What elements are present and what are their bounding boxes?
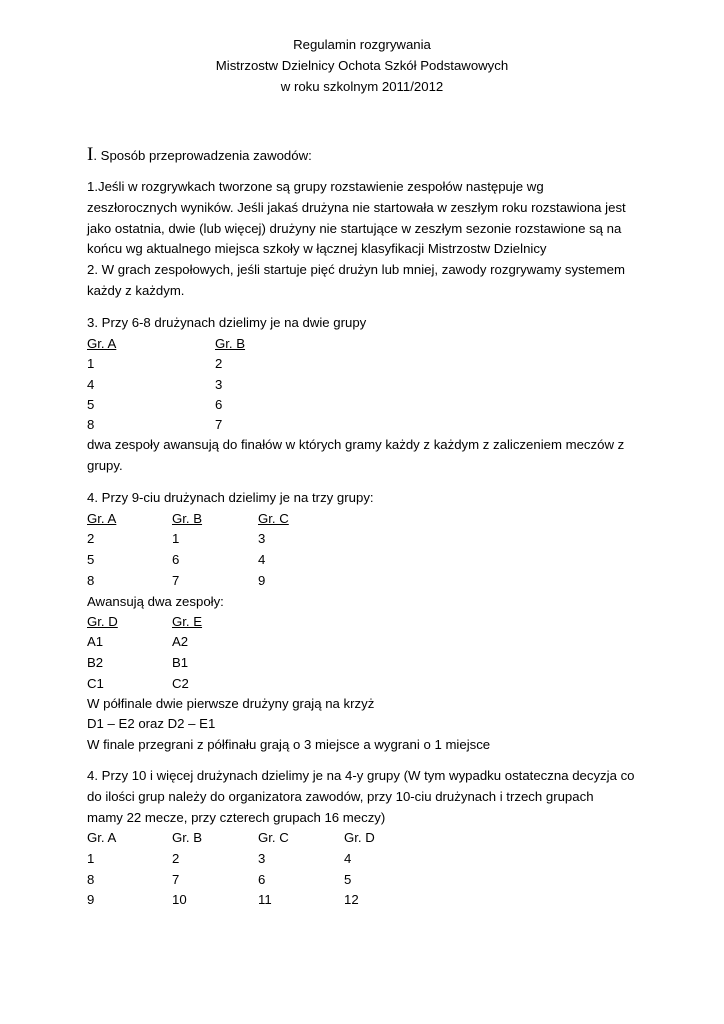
paragraph-line: Awansują dwa zespoły: <box>87 594 224 609</box>
table-cell: 10 <box>172 892 187 907</box>
table-header: Gr. C <box>258 830 289 845</box>
table-cell: 5 <box>344 872 352 887</box>
paragraph-line: grupy. <box>87 458 123 473</box>
paragraph-line: każdy z każdym. <box>87 283 185 298</box>
table-header: Gr. C <box>258 511 289 526</box>
paragraph-line: jako ostatnia, dwie (lub więcej) drużyny nie startujące w zeszłym sezonie rozstawione są na <box>87 221 622 236</box>
table-cell: 1 <box>87 851 95 866</box>
table-cell: 1 <box>172 531 180 546</box>
table-cell: 2 <box>172 851 180 866</box>
table-cell: 4 <box>258 552 266 567</box>
table-cell: 6 <box>215 397 223 412</box>
table-header: Gr. A <box>87 336 117 351</box>
table-cell: 7 <box>172 872 180 887</box>
table-cell: A1 <box>87 634 104 649</box>
table-header: Gr. B <box>172 830 203 845</box>
header-line-1: Regulamin rozgrywania <box>293 37 431 52</box>
table-cell: C1 <box>87 676 104 691</box>
paragraph-line: do ilości grup należy do organizatora zawodów, przy 10-ciu drużynach i trzech grupach <box>87 789 594 804</box>
paragraph-line: 1.Jeśli w rozgrywkach tworzone są grupy rozstawienie zespołów następuje wg <box>87 179 544 194</box>
paragraph-line: 4. Przy 10 i więcej drużynach dzielimy je na 4-y grupy (W tym wypadku ostateczna decyzja co <box>87 768 635 783</box>
paragraph-line: W finale przegrani z półfinału grają o 3 miejsce a wygrani o 1 miejsce <box>87 737 491 752</box>
section-title: . Sposób przeprowadzenia zawodów: <box>93 148 312 163</box>
table-cell: B2 <box>87 655 104 670</box>
table-cell: C2 <box>172 676 189 691</box>
table-cell: 8 <box>87 573 95 588</box>
table-cell: 4 <box>344 851 352 866</box>
table-header: Gr. E <box>172 614 203 629</box>
section-roman-numeral: I <box>87 144 94 165</box>
paragraph-line: W półfinale dwie pierwsze drużyny grają na krzyż <box>87 696 375 711</box>
table-cell: A2 <box>172 634 189 649</box>
table-cell: 3 <box>258 851 266 866</box>
table-cell: 2 <box>215 356 223 371</box>
document-header <box>0 34 724 97</box>
table-header: Gr. D <box>344 830 375 845</box>
paragraph-line: zeszłorocznych wyników. Jeśli jakaś drużyna nie startowała w zeszłym roku rozstawiona jest <box>87 200 626 215</box>
paragraph-line: końcu wg aktualnego miejsca szkoły w łącznej klasyfikacji Mistrzostw Dzielnicy <box>87 241 547 256</box>
header-line-2: Mistrzostw Dzielnicy Ochota Szkół Podstawowych <box>215 58 509 73</box>
paragraph-line: 2. W grach zespołowych, jeśli startuje pięć drużyn lub mniej, zawody rozgrywamy systemem <box>87 262 625 277</box>
table-cell: 8 <box>87 872 95 887</box>
table-cell: 3 <box>215 377 223 392</box>
table-header: Gr. D <box>87 614 118 629</box>
paragraph-line: 4. Przy 9-ciu drużynach dzielimy je na trzy grupy: <box>87 490 374 505</box>
table-header: Gr. A <box>87 511 117 526</box>
section-heading <box>87 145 312 166</box>
table-cell: 7 <box>215 417 223 432</box>
table-cell: 6 <box>258 872 266 887</box>
table-cell: 9 <box>87 892 95 907</box>
paragraph-line: dwa zespoły awansują do finałów w których gramy każdy z każdym z zaliczeniem meczów z <box>87 437 625 452</box>
table-header: Gr. A <box>87 830 117 845</box>
table-cell: 9 <box>258 573 266 588</box>
table-cell: 5 <box>87 552 95 567</box>
paragraph-line: mamy 22 mecze, przy czterech grupach 16 meczy) <box>87 810 386 825</box>
table-cell: 11 <box>258 892 272 907</box>
table-cell: 6 <box>172 552 180 567</box>
table-header: Gr. B <box>172 511 203 526</box>
table-header: Gr. B <box>215 336 246 351</box>
table-cell: 4 <box>87 377 95 392</box>
table-cell: 12 <box>344 892 359 907</box>
paragraph-line: 3. Przy 6-8 drużynach dzielimy je na dwie grupy <box>87 315 367 330</box>
table-cell: 1 <box>87 356 95 371</box>
table-cell: 3 <box>258 531 266 546</box>
table-cell: 7 <box>172 573 180 588</box>
table-cell: 8 <box>87 417 95 432</box>
paragraph-line: D1 – E2 oraz D2 – E1 <box>87 716 216 731</box>
table-cell: B1 <box>172 655 189 670</box>
table-cell: 5 <box>87 397 95 412</box>
table-cell: 2 <box>87 531 95 546</box>
header-line-3: w roku szkolnym 2011/2012 <box>280 79 444 94</box>
